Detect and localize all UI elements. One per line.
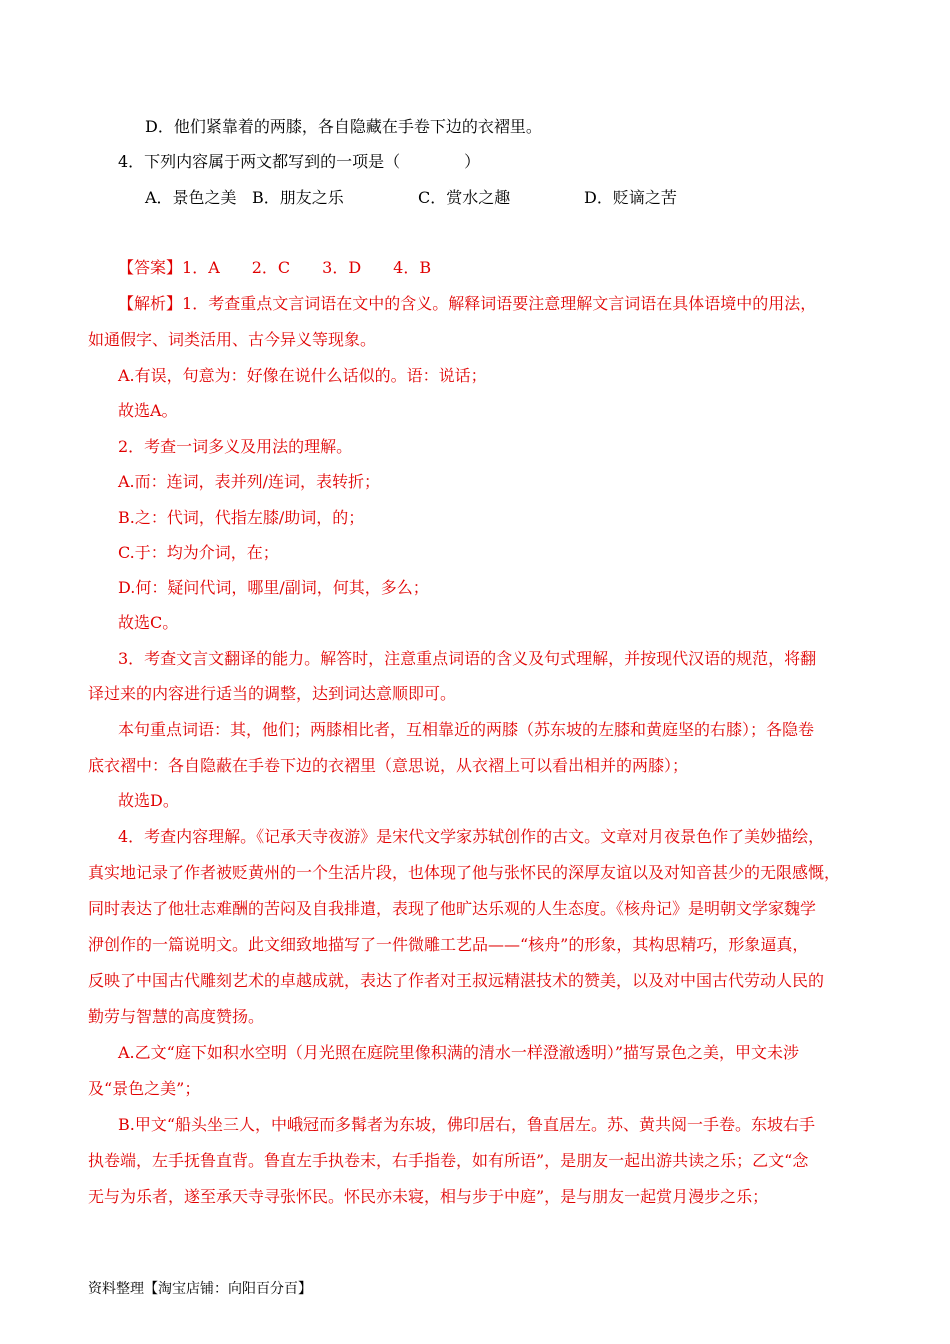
analysis-line: 2．考查一词多义及用法的理解。	[118, 437, 353, 456]
analysis-line: 故选A。	[118, 401, 178, 420]
q4-option-a: A．景色之美	[145, 188, 237, 207]
analysis-label: 【解析】	[118, 294, 183, 313]
analysis-line: 真实地记录了作者被贬黄州的一个生活片段，也体现了他与张怀民的深厚友谊以及对知音甚少的无限感慨，	[88, 863, 841, 882]
analysis-text: 1．考查重点文言词语在文中的含义。解释词语要注意理解文言词语在具体语境中的用法，	[182, 294, 817, 313]
analysis-line: 同时表达了他壮志难酬的苦闷及自我排遣，表现了他旷达乐观的人生态度。《核舟记》是明朝文学家魏学	[88, 899, 817, 918]
q4-stem: 4．下列内容属于两文都写到的一项是（ ）	[118, 152, 481, 171]
answer-line	[118, 257, 431, 279]
analysis-line: 译过来的内容进行适当的调整，达到词达意顺即可。	[88, 684, 457, 703]
analysis-line: A.而：连词，表并列/连词，表转折；	[118, 472, 381, 491]
analysis-line: A.乙文“庭下如积水空明（月光照在庭院里像积满的清水一样澄澈透明）”描写景色之美，甲文未涉	[118, 1043, 800, 1062]
q4-option-c: C．赏水之趣	[418, 188, 511, 207]
analysis-line: 底衣褶中：各自隐蔽在手卷下边的衣褶里（意思说，从衣褶上可以看出相并的两膝）；	[88, 756, 689, 775]
analysis-line: A.有误，句意为：好像在说什么话似的。语：说话；	[118, 366, 487, 385]
analysis-line-1	[118, 293, 816, 315]
analysis-line: 反映了中国古代雕刻艺术的卓越成就，表达了作者对王叔远精湛技术的赞美，以及对中国古代劳动人民的	[88, 971, 825, 990]
analysis-line: 本句重点词语：其，他们；两膝相比者，互相靠近的两膝（苏东坡的左膝和黄庭坚的右膝）；各隐卷	[118, 720, 815, 739]
analysis-line: 故选C。	[118, 613, 179, 632]
q4-option-b: B．朋友之乐	[252, 188, 344, 207]
analysis-line: 如通假字、词类活用、古今异义等现象。	[88, 330, 377, 349]
analysis-line: 无与为乐者，遂至承天寺寻张怀民。怀民亦未寝，相与步于中庭”，是与朋友一起赏月漫步之乐；	[88, 1187, 769, 1206]
q3-option-d: D．他们紧靠着的两膝，各自隐藏在手卷下边的衣褶里。	[145, 117, 542, 136]
analysis-line: B.甲文“船头坐三人，中峨冠而多髯者为东坡，佛印居右，鲁直居左。苏、黄共阅一手卷。东坡右手	[118, 1115, 816, 1134]
analysis-line: 3．考查文言文翻译的能力。解答时，注意重点词语的含义及句式理解，并按现代汉语的规范，将翻	[118, 649, 817, 668]
analysis-line: B.之：代词，代指左膝/助词，的；	[118, 508, 365, 527]
analysis-line: C.于：均为介词，在；	[118, 543, 279, 562]
analysis-line: 4．考查内容理解。《记承天寺夜游》是宋代文学家苏轼创作的古文。文章对月夜景色作了美妙描绘，	[118, 827, 825, 846]
analysis-line: 及“景色之美”；	[88, 1079, 201, 1098]
answer-text: 1．A 2．C 3．D 4．B	[182, 258, 432, 277]
analysis-line: 故选D。	[118, 791, 179, 810]
answer-label: 【答案】	[118, 258, 183, 277]
analysis-line: 勤劳与智慧的高度赞扬。	[88, 1007, 265, 1026]
analysis-line: 执卷端，左手抚鲁直背。鲁直左手执卷末，右手指卷，如有所语”，是朋友一起出游共读之乐；乙文“念	[88, 1151, 809, 1170]
analysis-line: 洢创作的一篇说明文。此文细致地描写了一件微雕工艺品——“核舟”的形象，其构思精巧，形象逼真，	[88, 935, 809, 954]
q4-option-d: D．贬谪之苦	[584, 188, 677, 207]
analysis-line: D.何：疑问代词，哪里/副词，何其，多么；	[118, 578, 429, 597]
page-footer: 资料整理【淘宝店铺：向阳百分百】	[88, 1281, 312, 1297]
